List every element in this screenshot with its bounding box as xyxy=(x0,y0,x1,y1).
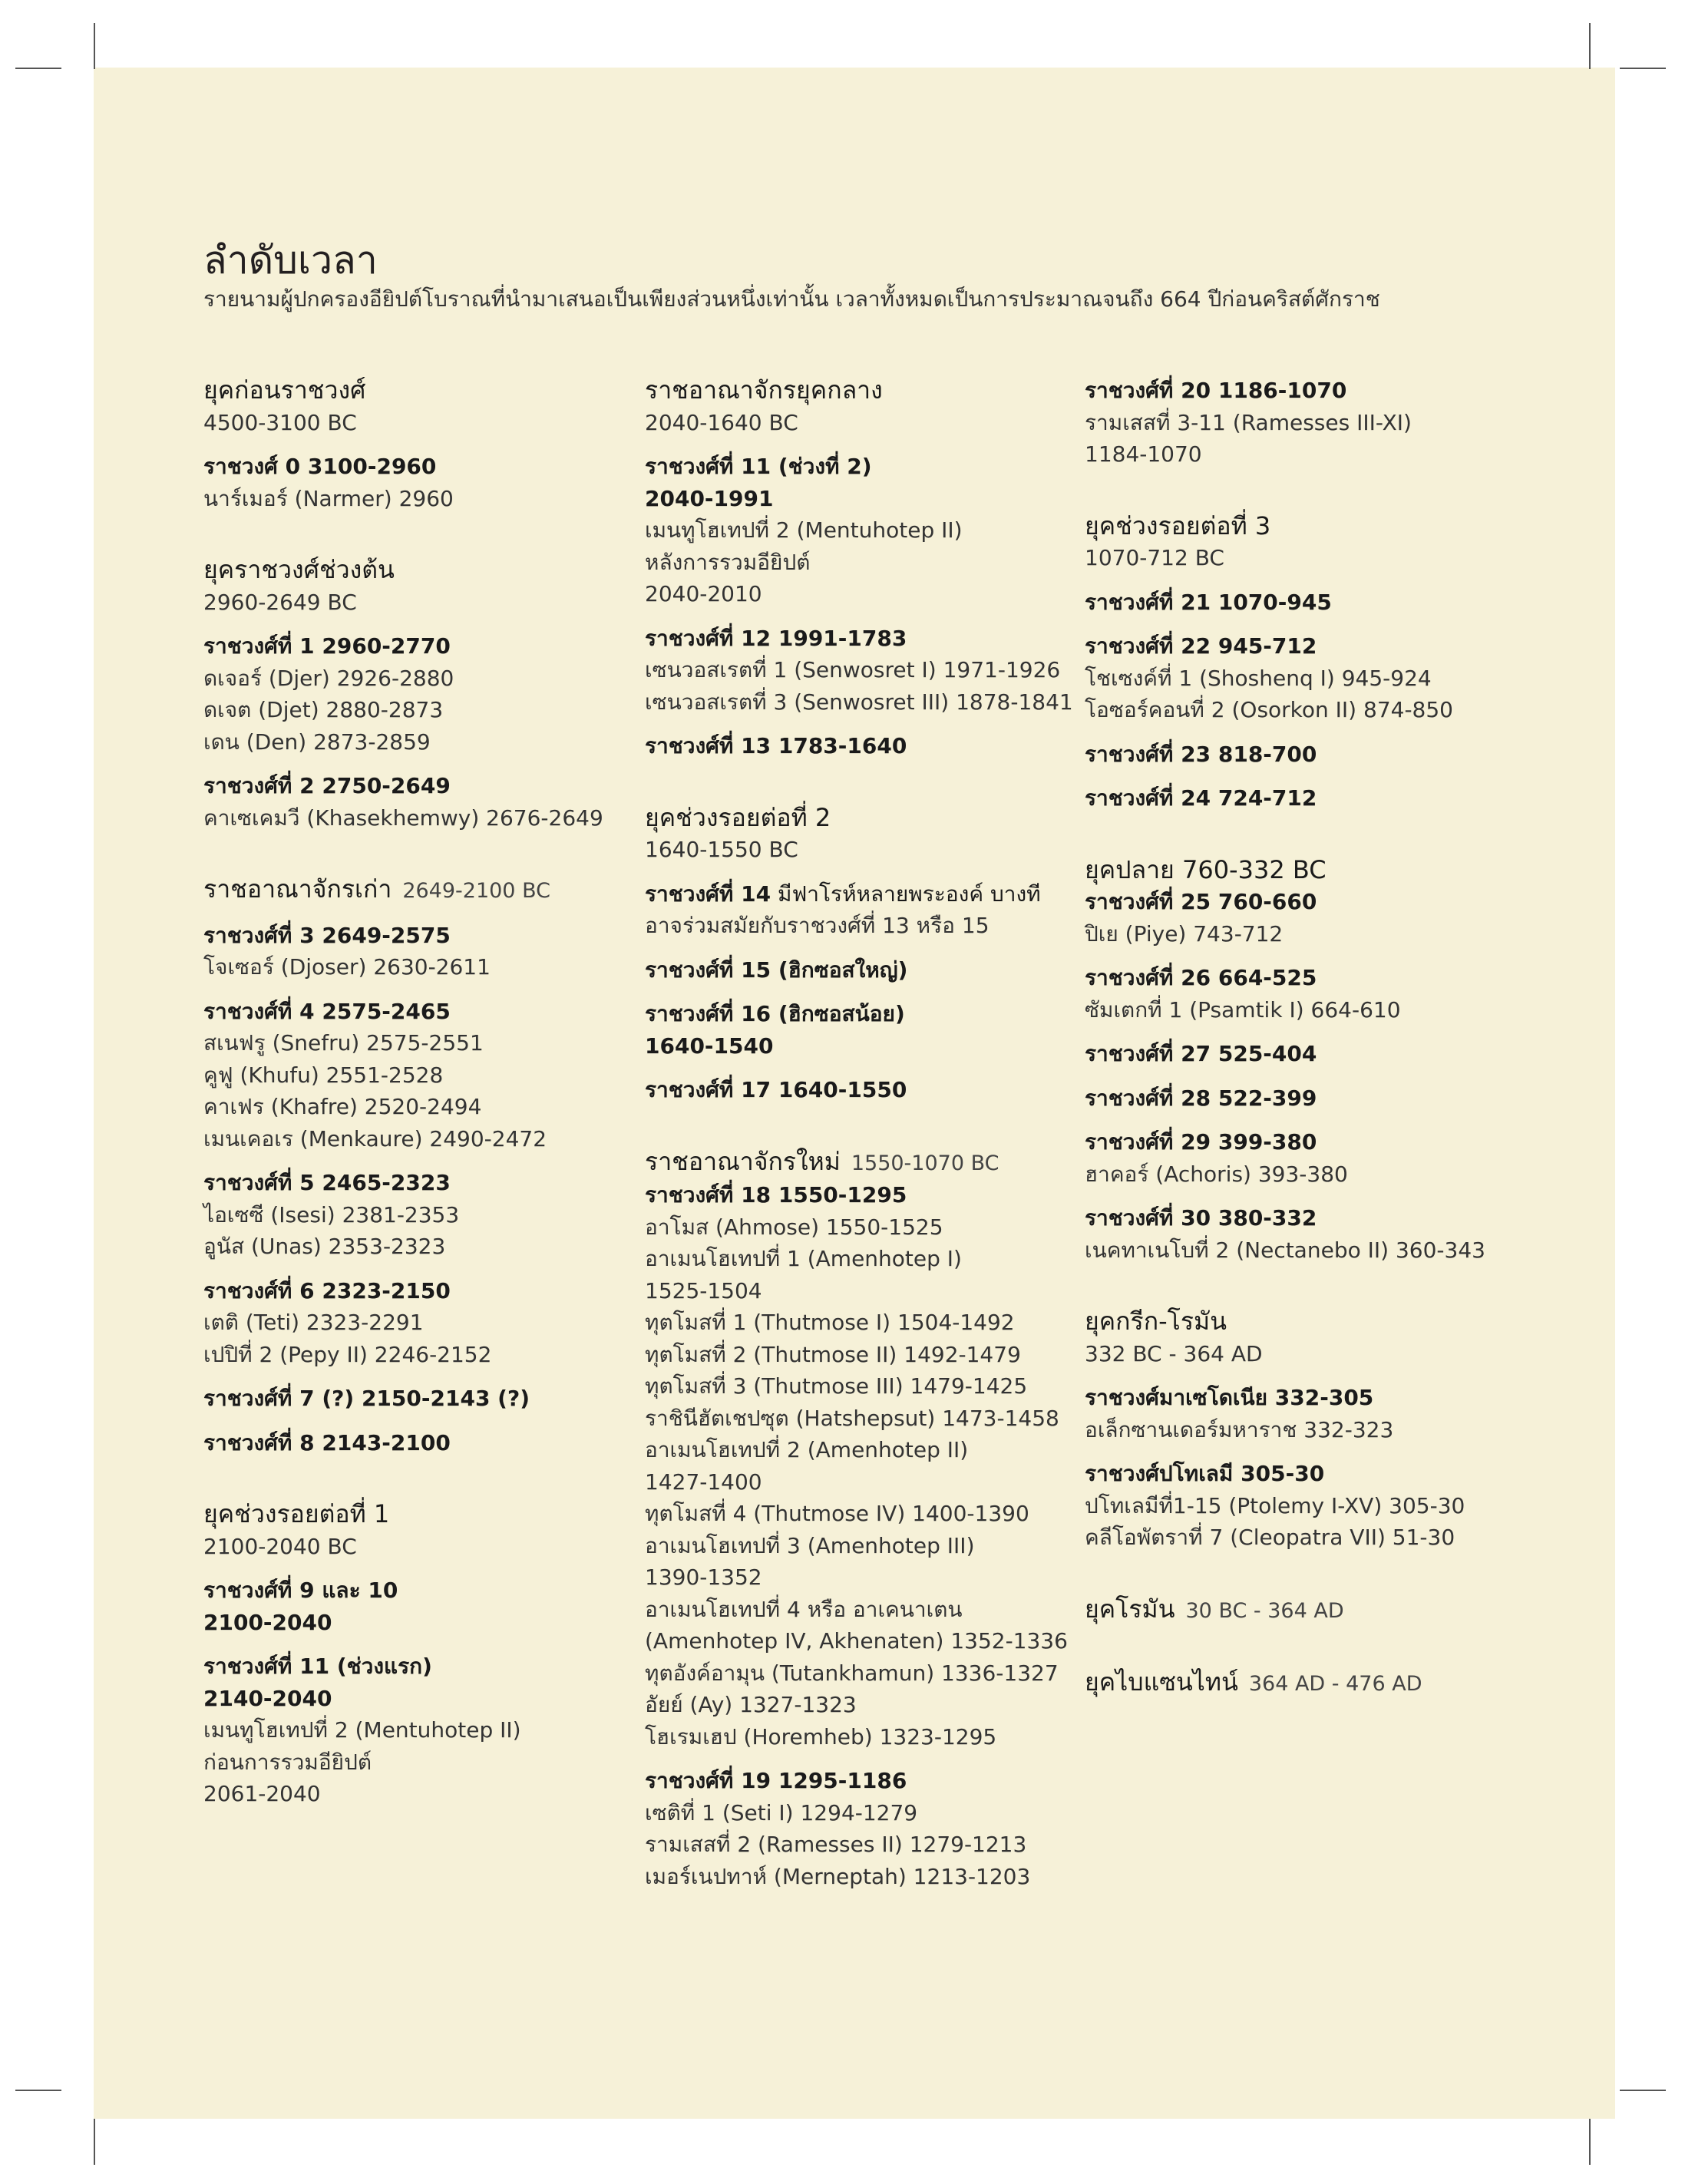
line-text: คาเฟร (Khafre) 2520-2494 xyxy=(203,1094,482,1119)
spacer xyxy=(1085,1190,1515,1202)
line-text: 2061-2040 xyxy=(203,1781,321,1806)
line-text: ราชอาณาจักรยุคกลาง xyxy=(645,375,883,405)
spacer xyxy=(203,1638,633,1650)
dynasty-heading xyxy=(645,1030,1075,1062)
dynasty-heading xyxy=(1085,1458,1515,1490)
ruler-entry xyxy=(1085,1522,1515,1554)
crop-mark xyxy=(1620,68,1666,69)
era-heading xyxy=(203,375,633,407)
spacer xyxy=(1085,726,1515,738)
era-heading xyxy=(645,375,1075,407)
era-heading xyxy=(203,1498,633,1531)
ruler-entry xyxy=(1085,1234,1515,1267)
spacer xyxy=(203,983,633,996)
line-text: ราชวงศ์ที่ 11 (ช่วงแรก) xyxy=(203,1654,432,1679)
line-text: ทุตโมสที่ 3 (Thutmose III) 1479-1425 xyxy=(645,1373,1028,1399)
line-text: 2140-2040 xyxy=(203,1685,332,1711)
spacer xyxy=(1085,1627,1515,1667)
line-extra: 364 AD - 476 AD xyxy=(1248,1672,1422,1696)
line-text: ราชวงศ์ที่ 21 1070-945 xyxy=(1085,589,1332,615)
line-text: ทุตโมสที่ 2 (Thutmose II) 1492-1479 xyxy=(645,1341,1021,1367)
spacer xyxy=(645,1753,1075,1765)
line-text: เตติ (Teti) 2323-2291 xyxy=(203,1310,424,1335)
dynasty-heading xyxy=(1085,1202,1515,1234)
line-text: คูฟู (Khufu) 2551-2528 xyxy=(203,1062,444,1088)
ruler-entry xyxy=(203,694,633,726)
ruler-entry xyxy=(645,1275,1075,1307)
line-text: เมนเคอเร (Menkaure) 2490-2472 xyxy=(203,1125,547,1151)
line-text: 4500-3100 BC xyxy=(203,409,357,435)
era-heading xyxy=(203,874,633,907)
dynasty-heading xyxy=(645,954,1075,986)
line-text: ราชวงศ์ที่ 20 1186-1070 xyxy=(1085,378,1347,403)
line-text: ราชวงศ์ที่ 3 2649-2575 xyxy=(203,922,451,948)
line-text: ราชินีฮัตเชปซุต (Hatshepsut) 1473-1458 xyxy=(645,1405,1059,1431)
page-subtitle: รายนามผู้ปกครองอียิปต์โบราณที่นำมาเสนอเป็นเพียงส่วนหนึ่งเท่านั้น เวลาทั้งหมดเป็นการประมาณจนถึง 664 ปีก่อนคริสต์ศักราช xyxy=(203,286,1380,312)
ruler-entry xyxy=(645,1530,1075,1562)
line-text: ราชวงศ์ที่ 12 1991-1783 xyxy=(645,625,907,651)
dynasty-heading xyxy=(1085,1038,1515,1070)
ruler-entry xyxy=(203,1059,633,1092)
dynasty-heading xyxy=(645,730,1075,762)
line-text: 1070-712 BC xyxy=(1085,545,1224,570)
spacer xyxy=(1085,950,1515,962)
line-text: ราชวงศ์ที่ 8 2143-2100 xyxy=(203,1429,451,1455)
dynasty-heading xyxy=(203,1167,633,1199)
spacer xyxy=(645,942,1075,954)
line-text: ปโทเลมีที่1-15 (Ptolemy I-XV) 305-30 xyxy=(1085,1492,1465,1518)
spacer xyxy=(203,1155,633,1167)
dynasty-heading xyxy=(1085,962,1515,994)
spacer xyxy=(645,762,1075,802)
line-text: ราชวงศ์ปโทเลมี 305-30 xyxy=(1085,1461,1325,1486)
spacer xyxy=(645,1106,1075,1146)
ruler-entry xyxy=(1085,918,1515,950)
line-text: ทุตโมสที่ 1 (Thutmose I) 1504-1492 xyxy=(645,1310,1015,1335)
line-text: ยุคก่อนราชวงศ์ xyxy=(203,375,366,405)
line-text: ราชวงศ์ที่ 14 xyxy=(645,881,771,907)
ruler-entry xyxy=(645,1561,1075,1594)
spacer xyxy=(1085,1554,1515,1594)
dynasty-heading xyxy=(1085,375,1515,407)
line-text: สเนฟรู (Snefru) 2575-2551 xyxy=(203,1030,484,1056)
line-text: หลังการรวมอียิปต์ xyxy=(645,549,811,575)
spacer xyxy=(203,1370,633,1383)
spacer xyxy=(203,1415,633,1427)
line-text: อัยย์ (Ay) 1327-1323 xyxy=(645,1692,857,1717)
ruler-entry xyxy=(203,407,633,439)
ruler-entry xyxy=(645,407,1075,439)
ruler-entry xyxy=(203,1746,633,1779)
dynasty-heading xyxy=(645,1179,1075,1211)
ruler-entry xyxy=(203,726,633,758)
spacer xyxy=(645,718,1075,730)
ruler-entry xyxy=(645,1403,1075,1435)
dynasty-heading xyxy=(645,1765,1075,1797)
spacer xyxy=(645,438,1075,451)
dynasty-heading xyxy=(203,920,633,952)
dynasty-heading xyxy=(203,630,633,662)
line-text: รามเสสที่ 2 (Ramesses II) 1279-1213 xyxy=(645,1832,1027,1857)
dynasty-heading xyxy=(203,996,633,1028)
ruler-entry xyxy=(203,1714,633,1746)
line-text: ยุคราชวงศ์ช่วงต้น xyxy=(203,555,395,584)
line-text: ราชอาณาจักรเก่า xyxy=(203,874,392,904)
line-text: ราชวงศ์ที่ 22 945-712 xyxy=(1085,633,1317,659)
line-text: โชเซงค์ที่ 1 (Shoshenq I) 945-924 xyxy=(1085,665,1432,691)
line-text: 332 BC - 364 AD xyxy=(1085,1340,1263,1366)
dynasty-heading xyxy=(1085,1082,1515,1115)
line-text: ยุคช่วงรอยต่อที่ 3 xyxy=(1085,510,1271,540)
dynasty-heading xyxy=(1085,1126,1515,1158)
line-text: คาเซเคมวี (Khasekhemwy) 2676-2649 xyxy=(203,805,603,831)
line-text: เมอร์เนปทาห์ (Merneptah) 1213-1203 xyxy=(645,1863,1031,1889)
line-extra: มีฟาโรห์หลายพระองค์ บางที xyxy=(771,881,1041,907)
era-heading xyxy=(1085,1667,1515,1700)
ruler-entry xyxy=(203,1027,633,1059)
line-text: อาเมนโฮเทปที่ 1 (Amenhotep I) xyxy=(645,1246,962,1271)
dynasty-heading xyxy=(1085,586,1515,619)
line-text: อาโมส (Ahmose) 1550-1525 xyxy=(645,1214,943,1240)
ruler-entry xyxy=(1085,1414,1515,1446)
line-extra: 2649-2100 BC xyxy=(402,879,550,903)
line-text: ยุคช่วงรอยต่อที่ 1 xyxy=(203,1499,390,1528)
line-text: ราชวงศ์ที่ 28 522-399 xyxy=(1085,1085,1317,1111)
line-text: ไอเซซี (Isesi) 2381-2353 xyxy=(203,1201,460,1227)
line-text: ราชวงศ์ที่ 9 และ 10 xyxy=(203,1578,398,1603)
line-text: โจเซอร์ (Djoser) 2630-2611 xyxy=(203,954,491,980)
ruler-entry xyxy=(203,1531,633,1563)
ruler-entry xyxy=(645,1466,1075,1498)
line-text: นาร์เมอร์ (Narmer) 2960 xyxy=(203,485,454,511)
ruler-entry xyxy=(645,1594,1075,1626)
line-text: ราชวงศ์ที่ 25 760-660 xyxy=(1085,889,1317,914)
ruler-entry xyxy=(203,662,633,695)
era-heading xyxy=(645,1146,1075,1180)
dynasty-heading xyxy=(203,1275,633,1307)
spacer xyxy=(1085,1446,1515,1458)
dynasty-heading xyxy=(645,878,1075,910)
dynasty-heading xyxy=(1085,886,1515,918)
ruler-entry xyxy=(203,586,633,619)
timeline-column-2 xyxy=(645,375,1075,1892)
ruler-entry xyxy=(645,1498,1075,1530)
ruler-entry xyxy=(645,1211,1075,1244)
ruler-entry xyxy=(645,654,1075,686)
spacer xyxy=(645,610,1075,623)
line-text: อาเมนโฮเทปที่ 3 (Amenhotep III) xyxy=(645,1532,975,1558)
ruler-entry xyxy=(1085,662,1515,695)
line-text: ราชวงศ์ที่ 6 2323-2150 xyxy=(203,1277,451,1303)
ruler-entry xyxy=(645,1307,1075,1339)
ruler-entry xyxy=(1085,542,1515,574)
era-heading xyxy=(645,802,1075,834)
line-text: (Amenhotep IV, Akhenaten) 1352-1336 xyxy=(645,1628,1068,1654)
spacer xyxy=(1085,770,1515,782)
line-text: ราชวงศ์ที่ 29 399-380 xyxy=(1085,1129,1317,1155)
line-extra: 30 BC - 364 AD xyxy=(1185,1598,1344,1623)
line-text: อาเมนโฮเทปที่ 2 (Amenhotep II) xyxy=(645,1437,969,1462)
ruler-entry xyxy=(1085,1490,1515,1522)
line-text: เดน (Den) 2873-2859 xyxy=(203,729,431,755)
spacer xyxy=(1085,574,1515,586)
line-text: ราชวงศ์ที่ 23 818-700 xyxy=(1085,741,1317,767)
dynasty-heading xyxy=(203,1650,633,1683)
ruler-entry xyxy=(645,1689,1075,1721)
line-text: ฮาคอร์ (Achoris) 393-380 xyxy=(1085,1161,1348,1187)
crop-mark xyxy=(15,68,61,69)
line-text: ราชวงศ์ที่ 27 525-404 xyxy=(1085,1041,1317,1066)
era-heading xyxy=(1085,1306,1515,1338)
ruler-entry xyxy=(645,1243,1075,1275)
line-text: 1184-1070 xyxy=(1085,441,1202,467)
line-text: ราชอาณาจักรใหม่ xyxy=(645,1146,841,1176)
ruler-entry xyxy=(1085,1158,1515,1191)
era-heading xyxy=(1085,1594,1515,1627)
line-text: เซนวอสเรตที่ 1 (Senwosret I) 1971-1926 xyxy=(645,657,1061,682)
spacer xyxy=(1085,1370,1515,1382)
spacer xyxy=(1085,814,1515,854)
ruler-entry xyxy=(203,483,633,515)
line-text: ซัมเตกที่ 1 (Psamtik I) 664-610 xyxy=(1085,996,1401,1023)
line-text: ราชวงศ์ที่ 17 1640-1550 xyxy=(645,1077,907,1102)
dynasty-heading xyxy=(1085,738,1515,771)
spacer xyxy=(203,618,633,630)
ruler-entry xyxy=(203,951,633,983)
line-text: ราชวงศ์ที่ 16 (ฮิกซอสน้อย) xyxy=(645,1001,905,1026)
line-text: ราชวงศ์ที่ 4 2575-2465 xyxy=(203,998,451,1024)
line-text: ก่อนการรวมอียิปต์ xyxy=(203,1749,372,1775)
ruler-entry xyxy=(645,1861,1075,1893)
ruler-entry xyxy=(203,802,633,834)
ruler-entry xyxy=(645,1625,1075,1657)
spacer xyxy=(1085,471,1515,510)
line-text: ทุตอังค์อามุน (Tutankhamun) 1336-1327 xyxy=(645,1660,1059,1686)
ruler-entry xyxy=(645,578,1075,610)
line-text: อาจร่วมสมัยกับราชวงศ์ที่ 13 หรือ 15 xyxy=(645,913,990,938)
line-text: 1640-1540 xyxy=(645,1033,774,1059)
spacer xyxy=(1085,1114,1515,1126)
ruler-entry xyxy=(645,1434,1075,1466)
line-text: 2040-1991 xyxy=(645,485,774,511)
spacer xyxy=(203,758,633,770)
line-text: คลีโอพัตราที่ 7 (Cleopatra VII) 51-30 xyxy=(1085,1525,1455,1550)
ruler-entry xyxy=(645,1829,1075,1861)
line-text: เปปิที่ 2 (Pepy II) 2246-2152 xyxy=(203,1341,492,1367)
crop-mark xyxy=(1589,23,1591,69)
line-text: 2100-2040 xyxy=(203,1609,332,1635)
ruler-entry xyxy=(1085,994,1515,1026)
timeline-column-1 xyxy=(203,375,633,1810)
line-text: ราชวงศ์ที่ 2 2750-2649 xyxy=(203,773,451,798)
dynasty-heading xyxy=(645,483,1075,515)
line-text: 2040-1640 BC xyxy=(645,409,798,435)
line-text: 1390-1352 xyxy=(645,1564,762,1590)
dynasty-heading xyxy=(203,1683,633,1715)
era-heading xyxy=(1085,854,1515,887)
ruler-entry xyxy=(203,1123,633,1155)
dynasty-heading xyxy=(1085,782,1515,814)
line-text: เซติที่ 1 (Seti I) 1294-1279 xyxy=(645,1799,918,1826)
dynasty-heading xyxy=(203,1574,633,1607)
line-text: ราชวงศ์ที่ 19 1295-1186 xyxy=(645,1768,907,1793)
line-text: 2100-2040 BC xyxy=(203,1533,357,1559)
line-text: ราชวงศ์ 0 3100-2960 xyxy=(203,454,437,479)
dynasty-heading xyxy=(645,1074,1075,1106)
line-text: ราชวงศ์มาเซโดเนีย 332-305 xyxy=(1085,1385,1374,1410)
ruler-entry xyxy=(645,1797,1075,1829)
line-text: ปิเย (Piye) 743-712 xyxy=(1085,920,1284,947)
spacer xyxy=(203,438,633,451)
line-text: ราชวงศ์ที่ 26 664-525 xyxy=(1085,965,1317,990)
ruler-entry xyxy=(1085,694,1515,726)
line-text: ยุคโรมัน xyxy=(1085,1594,1175,1624)
spacer xyxy=(645,1062,1075,1074)
ruler-entry xyxy=(645,1339,1075,1371)
ruler-entry xyxy=(645,686,1075,719)
line-text: 2960-2649 BC xyxy=(203,589,357,615)
spacer xyxy=(1085,1266,1515,1306)
line-text: เนคทาเนโบที่ 2 (Nectanebo II) 360-343 xyxy=(1085,1237,1485,1263)
line-text: 1427-1400 xyxy=(645,1469,762,1495)
line-text: รามเสสที่ 3-11 (Ramesses III-XI) xyxy=(1085,409,1412,435)
dynasty-heading xyxy=(645,451,1075,483)
line-text: ราชวงศ์ที่ 30 380-332 xyxy=(1085,1205,1317,1231)
dynasty-heading xyxy=(203,1427,633,1459)
dynasty-heading xyxy=(203,1383,633,1415)
dynasty-heading xyxy=(645,998,1075,1030)
line-text: เมนทูโฮเทปที่ 2 (Mentuhotep II) xyxy=(645,517,963,543)
line-text: 1640-1550 BC xyxy=(645,837,798,862)
line-text: ยุคไบแซนไทน์ xyxy=(1085,1667,1238,1697)
crop-mark xyxy=(1589,2119,1591,2165)
spacer xyxy=(203,1459,633,1498)
spacer xyxy=(203,514,633,554)
ruler-entry xyxy=(203,1778,633,1810)
line-text: ราชวงศ์ที่ 7 (?) 2150-2143 (?) xyxy=(203,1386,530,1411)
dynasty-heading xyxy=(1085,630,1515,662)
line-text: อเล็กซานเดอร์มหาราช 332-323 xyxy=(1085,1416,1394,1442)
ruler-entry xyxy=(645,1370,1075,1403)
ruler-entry xyxy=(203,1307,633,1339)
dynasty-heading xyxy=(1085,1382,1515,1414)
spacer xyxy=(203,907,633,920)
era-heading xyxy=(1085,510,1515,543)
spacer xyxy=(1085,1026,1515,1038)
spacer xyxy=(645,986,1075,998)
line-text: โอซอร์คอนที่ 2 (Osorkon II) 874-850 xyxy=(1085,697,1453,722)
spacer xyxy=(203,1562,633,1574)
line-text: ราชวงศ์ที่ 1 2960-2770 xyxy=(203,633,451,659)
line-text: ราชวงศ์ที่ 5 2465-2323 xyxy=(203,1170,451,1195)
line-text: ราชวงศ์ที่ 15 (ฮิกซอสใหญ่) xyxy=(645,957,908,983)
ruler-entry xyxy=(645,1657,1075,1690)
spacer xyxy=(645,866,1075,878)
spacer xyxy=(1085,1070,1515,1082)
line-text: เซนวอสเรตที่ 3 (Senwosret III) 1878-1841 xyxy=(645,689,1073,715)
ruler-entry xyxy=(1085,1338,1515,1370)
line-text: ราชวงศ์ที่ 24 724-712 xyxy=(1085,785,1317,811)
line-text: ยุคปลาย 760-332 BC xyxy=(1085,854,1327,884)
line-text: อูนัส (Unas) 2353-2323 xyxy=(203,1234,446,1259)
ruler-entry xyxy=(203,1339,633,1371)
dynasty-heading xyxy=(203,770,633,802)
ruler-entry xyxy=(645,547,1075,579)
ruler-entry xyxy=(645,1721,1075,1753)
ruler-entry xyxy=(203,1231,633,1263)
line-text: ราชวงศ์ที่ 11 (ช่วงที่ 2) xyxy=(645,454,872,479)
crop-mark xyxy=(1620,2090,1666,2091)
page-title: ลำดับเวลา xyxy=(203,238,378,282)
line-text: ดเจต (Djet) 2880-2873 xyxy=(203,697,444,722)
line-text: ทุตโมสที่ 4 (Thutmose IV) 1400-1390 xyxy=(645,1501,1029,1526)
line-text: เมนทูโฮเทปที่ 2 (Mentuhotep II) xyxy=(203,1717,521,1743)
ruler-entry xyxy=(645,910,1075,942)
line-extra: 1550-1070 BC xyxy=(851,1151,999,1175)
ruler-entry xyxy=(1085,407,1515,439)
era-heading xyxy=(203,554,633,586)
line-text: 1525-1504 xyxy=(645,1277,762,1303)
line-text: ราชวงศ์ที่ 13 1783-1640 xyxy=(645,733,907,758)
line-text: ยุคกรีก-โรมัน xyxy=(1085,1307,1227,1336)
line-text: โฮเรมเฮป (Horemheb) 1323-1295 xyxy=(645,1723,997,1750)
crop-mark xyxy=(94,23,95,69)
ruler-entry xyxy=(645,514,1075,547)
crop-mark xyxy=(15,2090,61,2091)
spacer xyxy=(203,834,633,874)
line-text: อาเมนโฮเทปที่ 4 หรือ อาเคนาเตน xyxy=(645,1596,963,1622)
ruler-entry xyxy=(203,1091,633,1123)
spacer xyxy=(1085,618,1515,630)
line-text: ดเจอร์ (Djer) 2926-2880 xyxy=(203,665,454,691)
line-text: 2040-2010 xyxy=(645,581,762,606)
line-text: ราชวงศ์ที่ 18 1550-1295 xyxy=(645,1182,907,1208)
ruler-entry xyxy=(645,834,1075,866)
line-text: ยุคช่วงรอยต่อที่ 2 xyxy=(645,802,831,832)
timeline-column-3 xyxy=(1085,375,1515,1700)
crop-mark xyxy=(94,2119,95,2165)
dynasty-heading xyxy=(203,1607,633,1639)
spacer xyxy=(203,1263,633,1275)
ruler-entry xyxy=(203,1199,633,1231)
dynasty-heading xyxy=(645,623,1075,655)
ruler-entry xyxy=(1085,438,1515,471)
dynasty-heading xyxy=(203,451,633,483)
